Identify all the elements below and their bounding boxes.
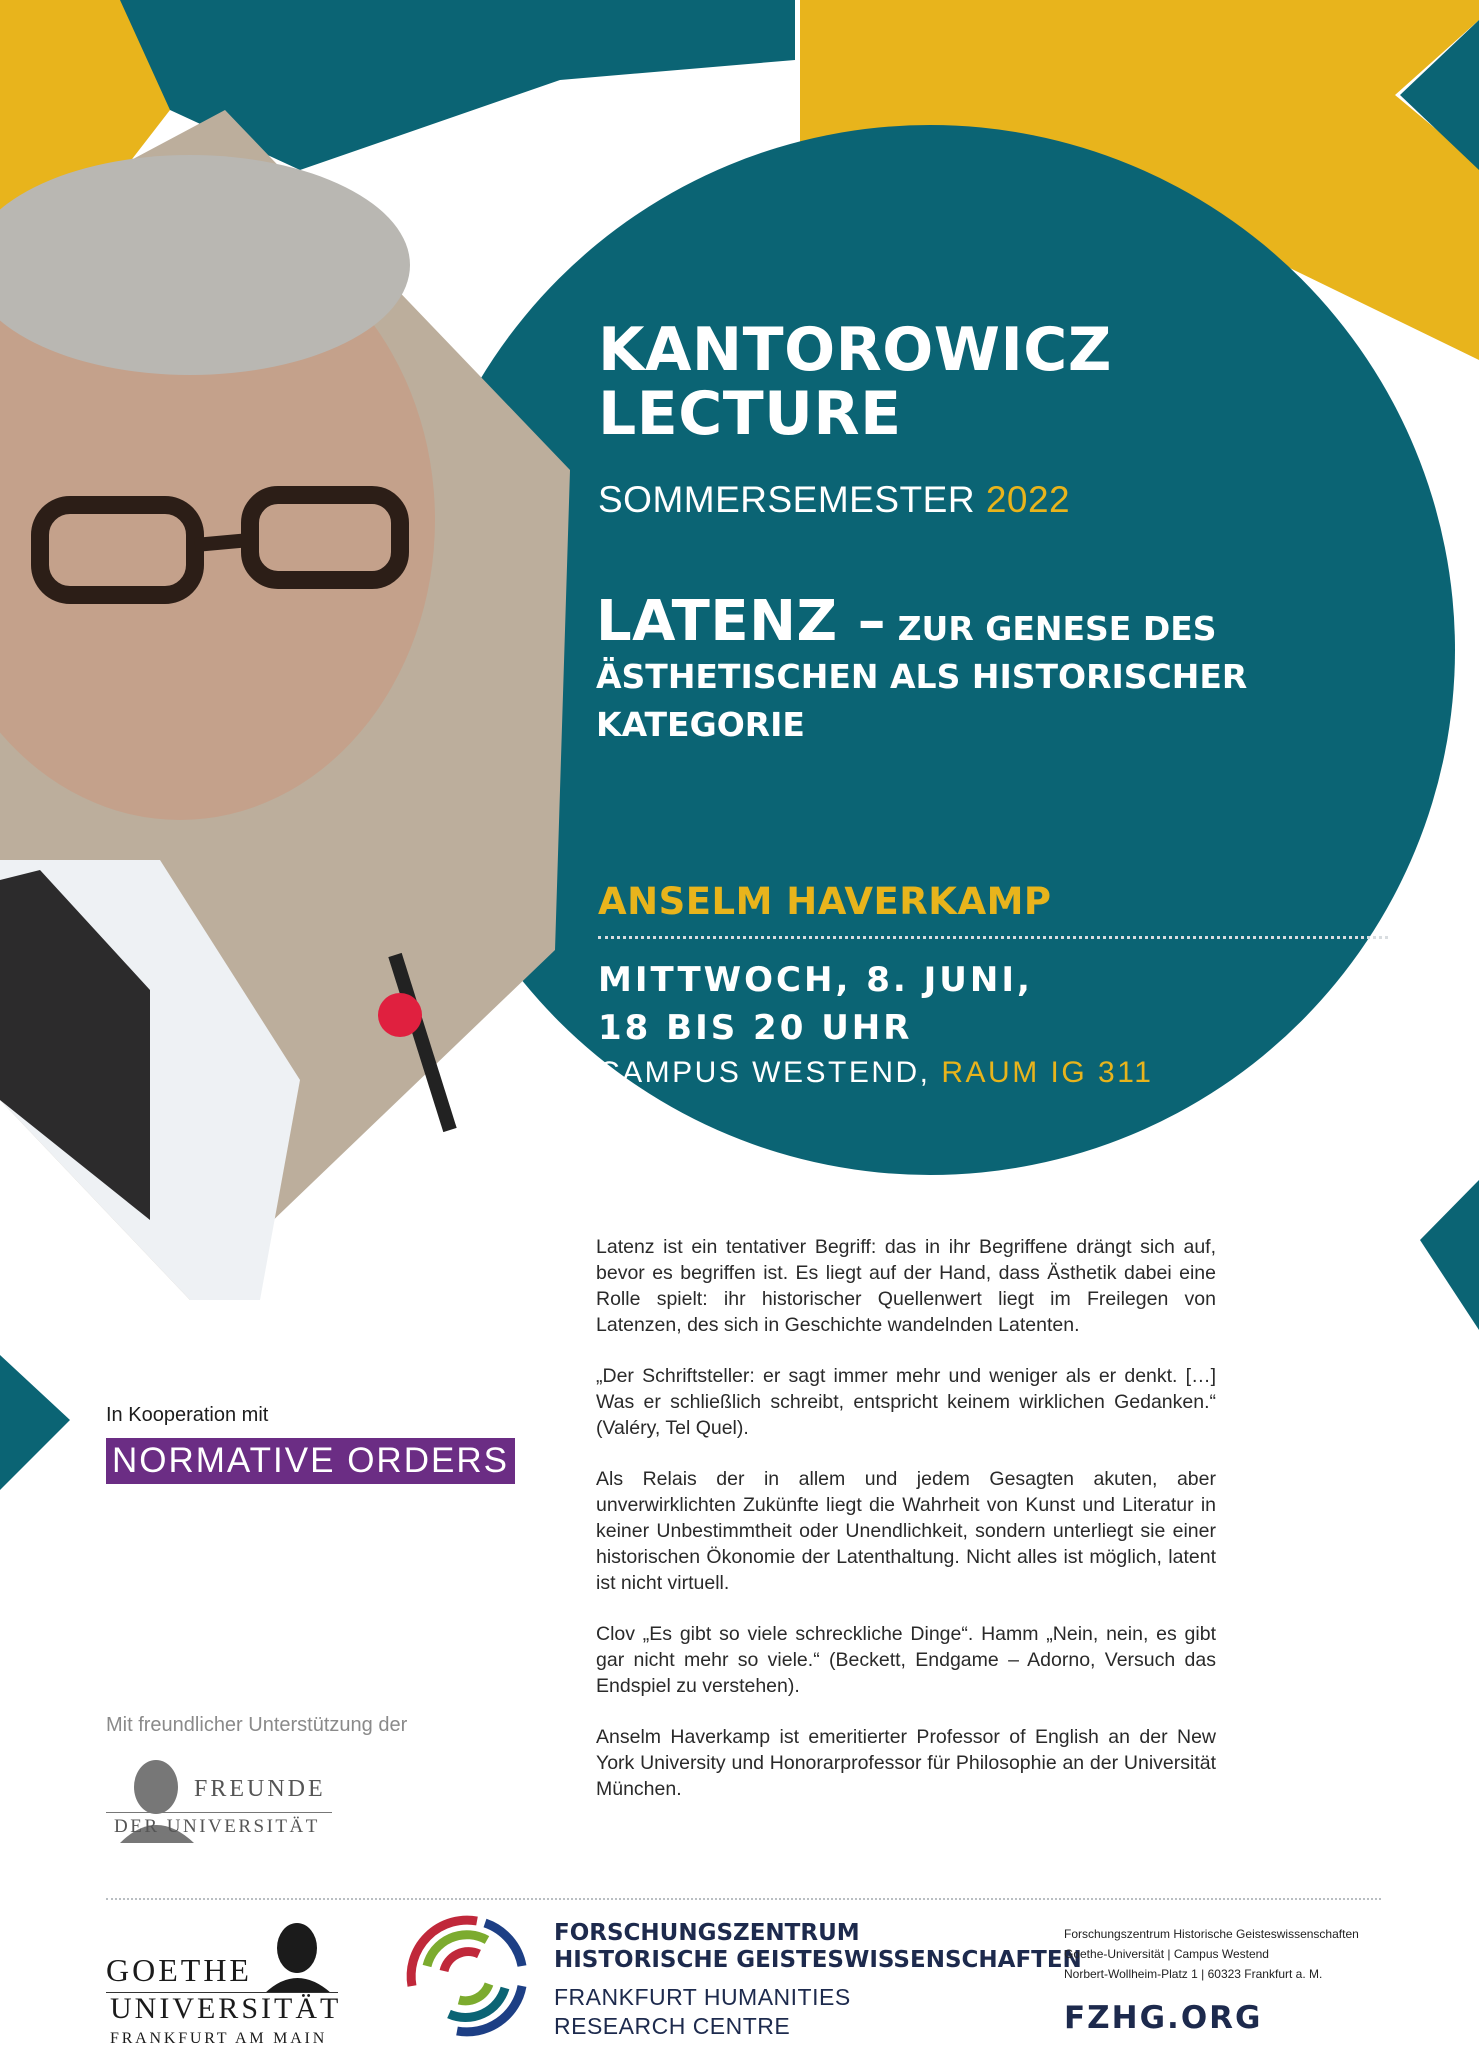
fzhg-english-name bbox=[554, 1983, 851, 2041]
freunde-subline: DER UNIVERSITÄT bbox=[114, 1816, 320, 1837]
event-location bbox=[598, 1056, 1153, 1090]
abstract-paragraph-3: Als Relais der in allem und jedem Gesagten akuten, aber unverwirklichten Zukünfte liegt die Wahrheit von Kunst und Literatur in keiner Unbestimmtheit oder Unendlichkeit, sondern unterliegt sie einer historischen Ökonomie der Latenthaltung. Nicht alles ist möglich, latent ist nicht virtuell. bbox=[596, 1468, 1216, 1594]
fzhg-name-line-1: FORSCHUNGSZENTRUM bbox=[554, 1920, 860, 1946]
abstract-paragraph-4: Clov „Es gibt so viele schreckliche Dinge“. Hamm „Nein, nein, es gibt gar nicht mehr so viele.“ (Beckett, Endgame – Adorno, Versuch das Endspiel zu verstehen). bbox=[596, 1623, 1216, 1697]
footer-divider bbox=[106, 1898, 1381, 1900]
freunde-logo bbox=[106, 1746, 336, 1844]
semester-label: SOMMERSEMESTER bbox=[598, 479, 976, 520]
room-number: RAUM IG 311 bbox=[941, 1056, 1154, 1089]
talk-line-2: ÄSTHETISCHEN ALS HISTORISCHER bbox=[596, 657, 1248, 696]
goethe-word: GOETHE bbox=[106, 1952, 252, 1988]
semester-year: 2022 bbox=[985, 479, 1071, 520]
address-line-1: Forschungszentrum Historische Geisteswissenschaften bbox=[1064, 1927, 1359, 1941]
normative-orders-logo: NORMATIVE ORDERS bbox=[106, 1438, 515, 1484]
fzhg-en-line-1: FRANKFURT HUMANITIES bbox=[554, 1984, 851, 2010]
talk-line-1: ZUR GENESE DES bbox=[897, 609, 1217, 648]
abstract-text bbox=[596, 1234, 1216, 1827]
freunde-word: FREUNDE bbox=[194, 1776, 326, 1802]
talk-title bbox=[596, 589, 1296, 749]
support-label: Mit freundlicher Unterstützung der bbox=[106, 1714, 408, 1736]
fzhg-name-line-2: HISTORISCHE GEISTESWISSENSCHAFTEN bbox=[554, 1947, 1082, 1973]
speaker-bio: Anselm Haverkamp ist emeritierter Professor of English an der New York University und Honorarprofessor für Philosophie an der Universität München. bbox=[596, 1726, 1216, 1800]
campus-name: CAMPUS WESTEND, bbox=[598, 1056, 931, 1089]
fzhg-en-line-2: RESEARCH CENTRE bbox=[554, 2013, 791, 2039]
date-line-2: 18 BIS 20 UHR bbox=[598, 1008, 913, 1048]
event-date bbox=[598, 956, 1033, 1052]
address-line-3: Norbert-Wollheim-Platz 1 | 60323 Frankfurt a. M. bbox=[1064, 1967, 1323, 1981]
frankfurt-word: FRANKFURT AM MAIN bbox=[110, 2030, 328, 2047]
cooperation-label: In Kooperation mit bbox=[106, 1404, 269, 1426]
talk-line-3: KATEGORIE bbox=[596, 705, 805, 744]
date-line-1: MITTWOCH, 8. JUNI, bbox=[598, 960, 1033, 1000]
title-line-1: KANTOROWICZ bbox=[598, 315, 1112, 385]
fzhg-name bbox=[554, 1920, 1082, 1974]
abstract-paragraph-1: Latenz ist ein tentativer Begriff: das in ihr Begriffene drängt sich auf, bevor es begriffen ist. Es liegt auf der Hand, dass Ästhetik dabei eine Rolle spielt: ihr historischer Quellenwert liegt im Freilegen von Latenzen, des sich in Geschichte wandelnden Latenten. bbox=[596, 1236, 1216, 1336]
semester-line bbox=[598, 478, 1070, 522]
abstract-paragraph-2: „Der Schriftsteller: er sagt immer mehr und weniger als er denkt. […] Was er schließlich schreibt, entspricht keinem wirklichen Gedanken.“ (Valéry, Tel Quel). bbox=[596, 1365, 1216, 1439]
lecture-title bbox=[598, 315, 1112, 449]
talk-keyword: LATENZ – bbox=[596, 589, 887, 654]
title-line-2: LECTURE bbox=[598, 379, 902, 449]
website-link[interactable]: FZHG.ORG bbox=[1064, 2000, 1263, 2036]
freunde-rule bbox=[106, 1812, 332, 1813]
goethe-university-logo bbox=[106, 1918, 342, 2048]
address-line-2: Goethe-Universität | Campus Westend bbox=[1064, 1947, 1269, 1961]
divider-dotted bbox=[598, 936, 1388, 939]
postal-address bbox=[1064, 1924, 1359, 1984]
speaker-name: ANSELM HAVERKAMP bbox=[598, 880, 1052, 923]
universitaet-word: UNIVERSITÄT bbox=[110, 1992, 342, 2025]
